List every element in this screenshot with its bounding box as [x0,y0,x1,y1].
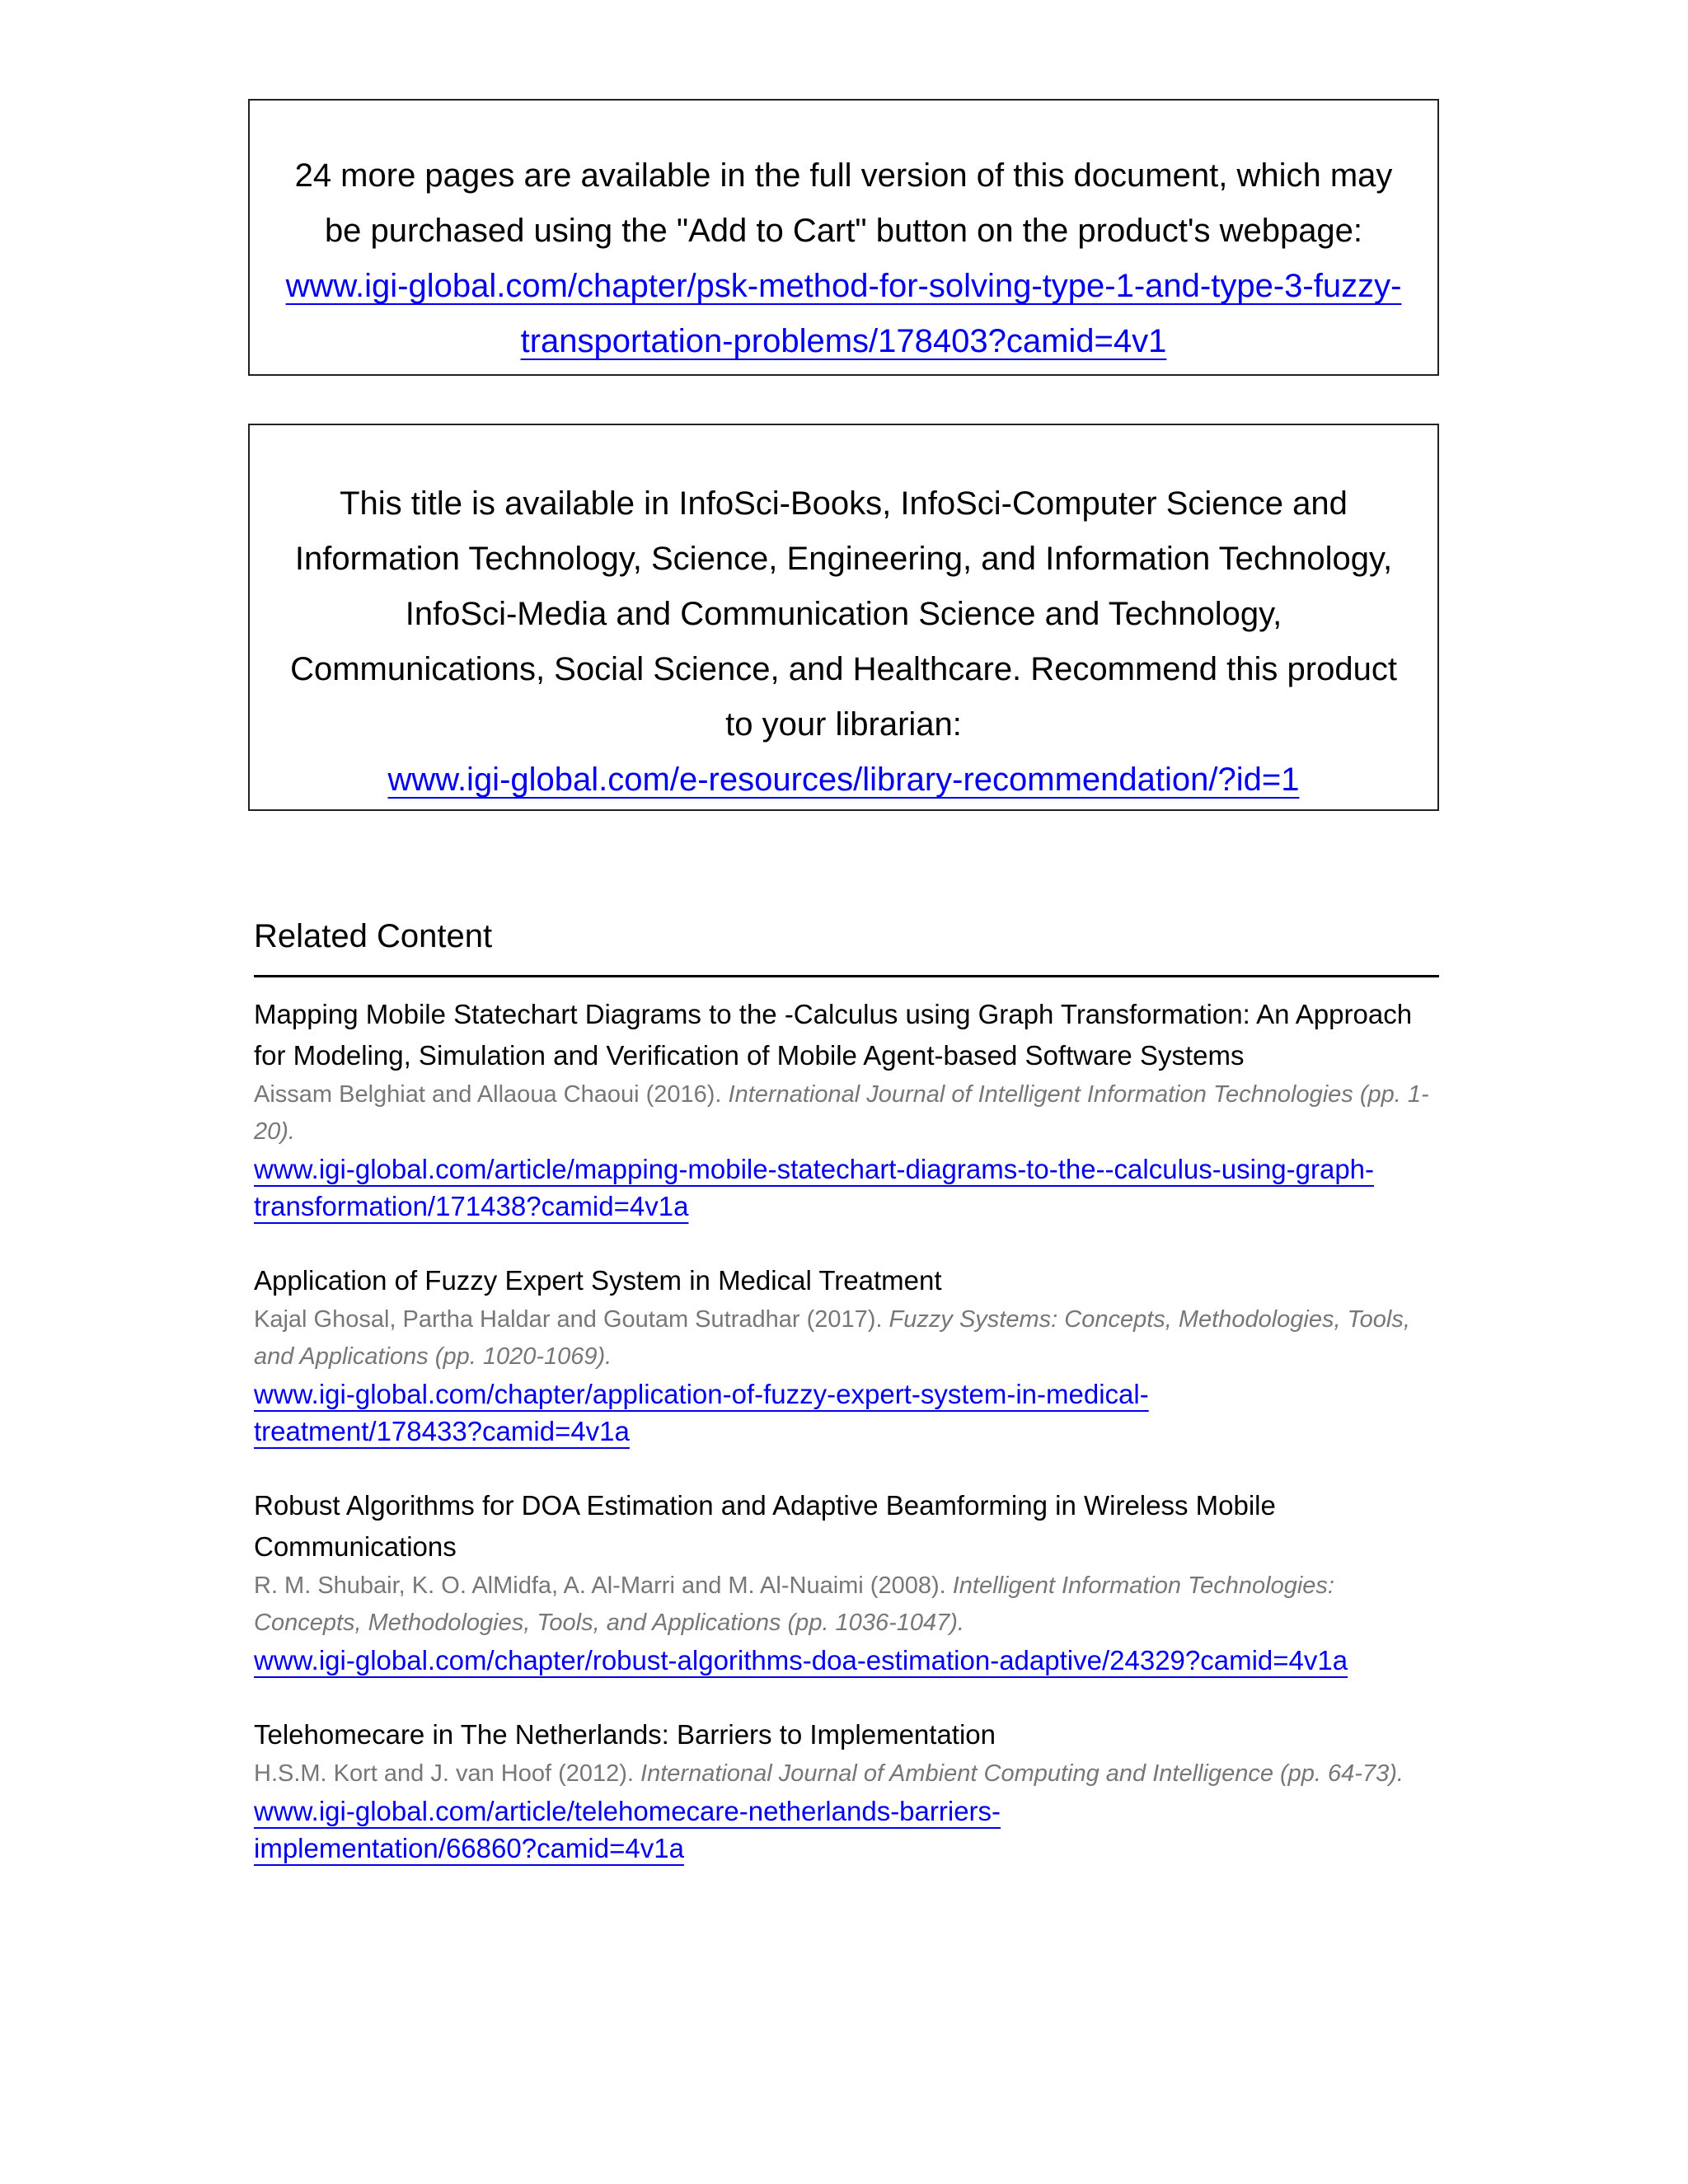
related-item-title: Telehomecare in The Netherlands: Barriers to Implementation [254,1719,996,1750]
related-item-authors: R. M. Shubair, K. O. AlMidfa, A. Al-Marri and M. Al-Nuaimi (2008). [254,1572,946,1599]
related-item-link-wrap [254,1793,1441,1867]
related-item-source: International Journal of Intelligent Information Technologies (pp. 1-20). [254,1081,1429,1145]
related-item-citation [254,1568,1441,1642]
related-item [254,1260,1441,1450]
related-item-source: International Journal of Ambient Computing and Intelligence (pp. 64-73). [640,1760,1404,1787]
related-item-link-line-1[interactable]: www.igi-global.com/article/telehomecare-netherlands-barriers- [254,1796,1001,1826]
related-item-authors: Kajal Ghosal, Partha Haldar and Goutam Sutradhar (2017). [254,1306,883,1333]
related-item-link-line-2[interactable]: transformation/171438?camid=4v1a [254,1191,689,1221]
related-content-divider [254,975,1439,977]
purchase-link-line-2[interactable]: transportation-problems/178403?camid=4v1 [520,323,1167,359]
related-item-title: Mapping Mobile Statechart Diagrams to the -Calculus using Graph Transformation: An Approach for Modeling, Simulation and Verification of Mobile Agent-based Software Systems [254,999,1413,1071]
purchase-notice-text: 24 more pages are available in the full version of this document, which may be purchased using the "Add to Cart" button on the product's webpage: [294,157,1393,249]
purchase-link-wrap [274,259,1413,369]
related-item-authors: H.S.M. Kort and J. van Hoof (2012). [254,1760,634,1787]
related-item-citation [254,1076,1441,1151]
related-item-citation [254,1301,1441,1376]
related-item-link-line-1[interactable]: www.igi-global.com/chapter/application-of-fuzzy-expert-system-in-medical- [254,1379,1149,1409]
availability-notice-text: This title is available in InfoSci-Books, InfoSci-Computer Science and Information Technology, Science, Engineering, and Information Technology, InfoSci-Media and Communication Science and Technology, Communications, Social Science, and Healthcare. Recommend this product to your librarian: [290,485,1397,743]
related-item-link-wrap [254,1151,1441,1225]
related-content-list [254,994,1441,1902]
related-item [254,1485,1441,1679]
related-item-citation [254,1755,1441,1793]
related-item-authors: Aissam Belghiat and Allaoua Chaoui (2016). [254,1081,722,1108]
related-item-link-line-1[interactable]: www.igi-global.com/chapter/robust-algorithms-doa-estimation-adaptive/24329?camid=4v1a [254,1645,1348,1675]
related-item-link-line-1[interactable]: www.igi-global.com/article/mapping-mobile-statechart-diagrams-to-the--calculus-using-graph- [254,1154,1375,1184]
related-item-title: Robust Algorithms for DOA Estimation and Adaptive Beamforming in Wireless Mobile Communications [254,1490,1276,1562]
availability-notice-box [248,424,1439,811]
related-item [254,994,1441,1225]
purchase-link-line-1[interactable]: www.igi-global.com/chapter/psk-method-for-solving-type-1-and-type-3-fuzzy- [285,268,1402,304]
related-item-source: Fuzzy Systems: Concepts, Methodologies, Tools, and Applications (pp. 1020-1069). [254,1306,1410,1370]
purchase-notice-box [248,99,1439,376]
related-item-source: Intelligent Information Technologies: Concepts, Methodologies, Tools, and Applications (pp. 1036-1047). [254,1572,1334,1636]
related-item-link-line-2[interactable]: treatment/178433?camid=4v1a [254,1416,630,1446]
related-item [254,1714,1441,1867]
related-item-title: Application of Fuzzy Expert System in Medical Treatment [254,1265,942,1296]
related-item-link-line-2[interactable]: implementation/66860?camid=4v1a [254,1833,684,1863]
library-recommendation-link[interactable]: www.igi-global.com/e-resources/library-recommendation/?id=1 [387,762,1300,798]
related-content-heading: Related Content [254,918,493,954]
related-item-link-wrap [254,1642,1441,1679]
recommend-link-wrap [274,752,1413,808]
related-item-link-wrap [254,1376,1441,1450]
